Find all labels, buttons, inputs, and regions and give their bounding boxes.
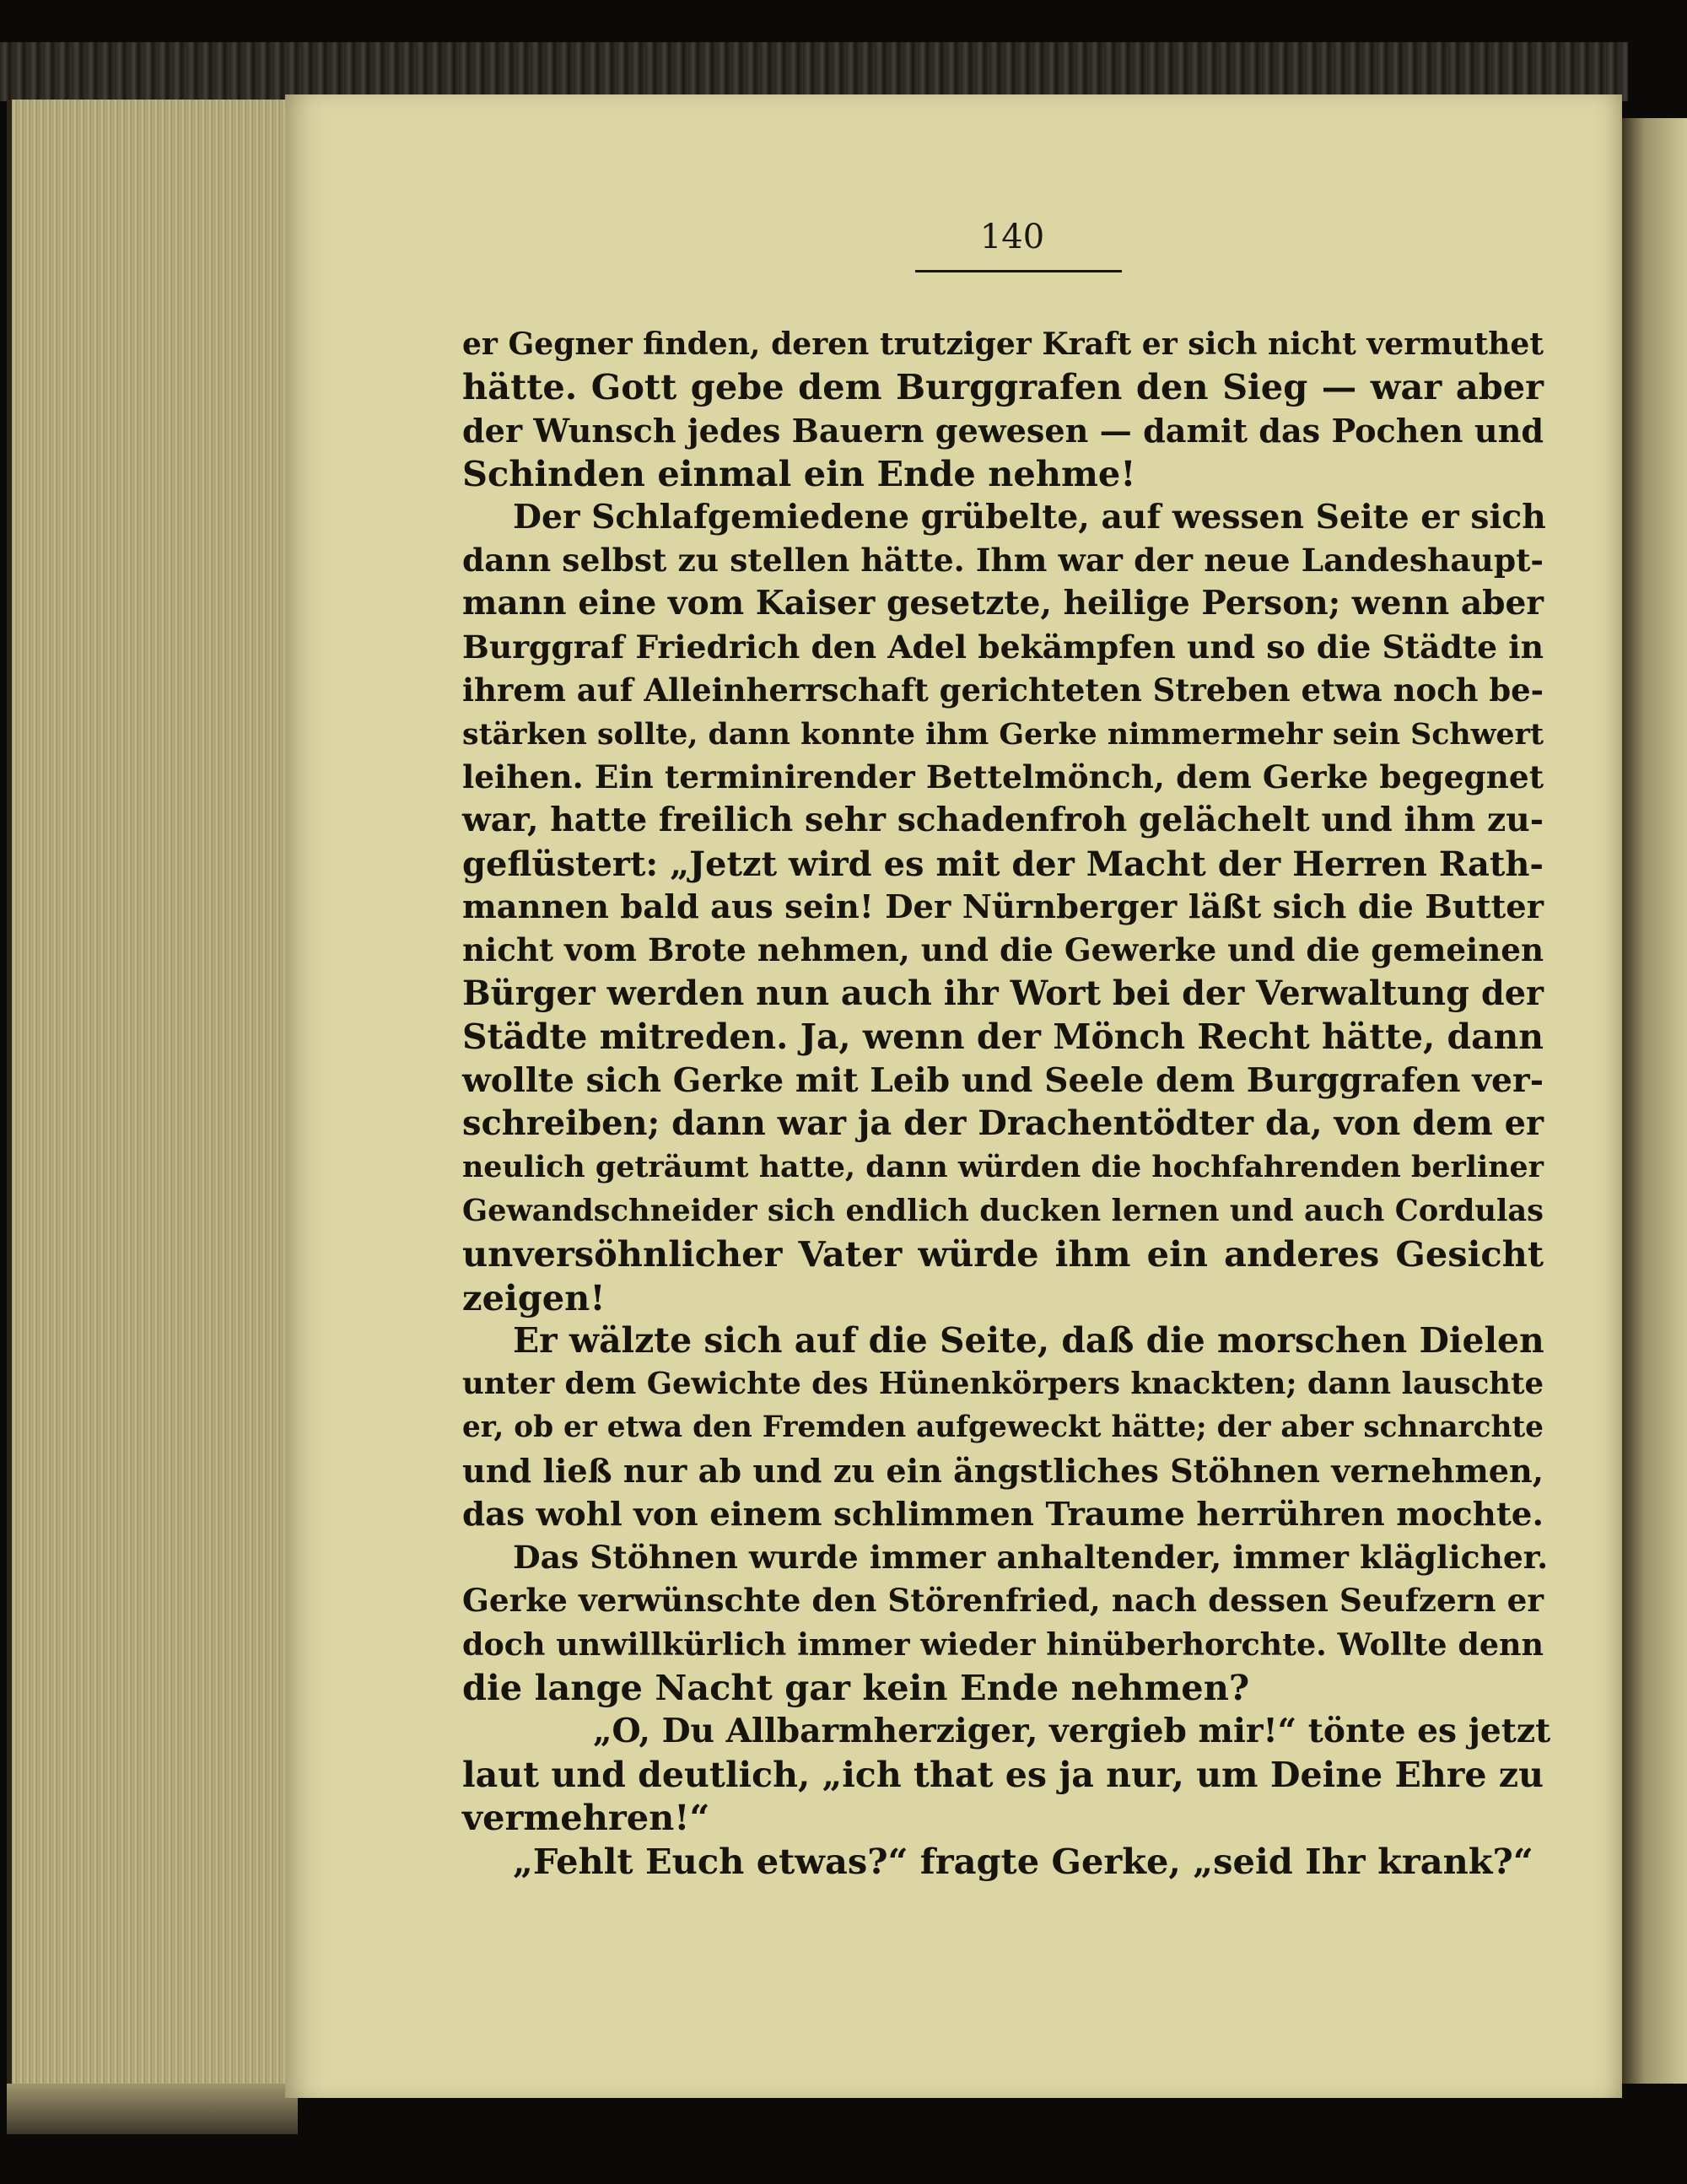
text-line: unversöhnlicher Vater würde ihm ein anderes Gesicht xyxy=(462,1233,1544,1275)
text-line: dann selbst zu stellen hätte. Ihm war der neue Landeshaupt- xyxy=(462,541,1544,579)
text-line: Der Schlafgemiedene grübelte, auf wessen Seite er sich xyxy=(513,497,1546,537)
text-line: Das Stöhnen wurde immer anhaltender, immer kläglicher. xyxy=(513,1538,1549,1576)
facing-page-edge xyxy=(1622,118,1687,2084)
page-stack-shadow xyxy=(7,2084,298,2134)
text-line: er, ob er etwa den Fremden aufgeweckt hätte; der aber schnarchte xyxy=(462,1410,1544,1444)
text-line: mann eine vom Kaiser gesetzte, heilige Person; wenn aber xyxy=(462,584,1544,623)
text-line: mannen bald aus sein! Der Nürnberger läßt sich die Butter xyxy=(462,888,1544,927)
text-line: „O, Du Allbarmherziger, vergieb mir!“ tönte es jetzt xyxy=(593,1711,1551,1750)
text-line: „Fehlt Euch etwas?“ fragte Gerke, „seid Ihr krank?“ xyxy=(513,1840,1533,1882)
text-line: der Wunsch jedes Bauern gewesen — damit das Pochen und xyxy=(462,411,1544,450)
text-line: geflüstert: „Jetzt wird es mit der Macht der Herren Rath- xyxy=(462,844,1544,884)
text-line: wollte sich Gerke mit Leib und Seele dem Burggrafen ver- xyxy=(462,1060,1544,1100)
text-line: er Gegner finden, deren trutziger Kraft er sich nicht vermuthet xyxy=(462,326,1544,362)
text-line: schreiben; dann war ja der Drachentödter da, von dem er xyxy=(462,1104,1544,1144)
text-line: vermehren!“ xyxy=(462,1797,710,1839)
text-line: stärken sollte, dann konnte ihm Gerke nimmermehr sein Schwert xyxy=(462,716,1544,752)
text-line: ihrem auf Alleinherrschaft gerichteten Streben etwa noch be- xyxy=(462,671,1544,709)
text-line: zeigen! xyxy=(462,1276,606,1318)
text-line: nicht vom Brote nehmen, und die Gewerke und die gemeinen xyxy=(462,931,1544,969)
text-line: Burggraf Friedrich den Adel bekämpfen und so die Städte in xyxy=(462,628,1544,666)
text-line: Er wälzte sich auf die Seite, daß die morschen Dielen xyxy=(513,1319,1544,1361)
text-line: das wohl von einem schlimmen Traume herrühren mochte. xyxy=(462,1495,1544,1534)
text-line: doch unwillkürlich immer wieder hinüberhorchte. Wollte denn xyxy=(462,1626,1544,1663)
text-line: hätte. Gott gebe dem Burggrafen den Sieg — war aber xyxy=(462,366,1544,408)
page-stack-edge xyxy=(7,100,303,2090)
text-line: Städte mitreden. Ja, wenn der Mönch Recht hätte, dann xyxy=(462,1017,1544,1058)
text-line: laut und deutlich, „ich that es ja nur, um Deine Ehre zu xyxy=(462,1753,1544,1795)
text-line: Schinden einmal ein Ende nehme! xyxy=(462,453,1136,495)
text-line: und ließ nur ab und zu ein ängstliches Stöhnen vernehmen, xyxy=(462,1452,1544,1491)
book-binding xyxy=(0,42,1628,101)
text-line: Gerke verwünschte den Störenfried, nach dessen Seufzern er xyxy=(462,1582,1544,1620)
text-line: war, hatte freilich sehr schadenfroh gelächelt und ihm zu- xyxy=(462,801,1544,840)
text-line: leihen. Ein terminirender Bettelmönch, dem Gerke begegnet xyxy=(462,758,1544,795)
page-number: 140 xyxy=(979,218,1045,256)
text-line: Gewandschneider sich endlich ducken lernen und auch Cordulas xyxy=(462,1193,1544,1228)
body-text xyxy=(462,322,1551,1883)
text-line: unter dem Gewichte des Hünenkörpers knackten; dann lauschte xyxy=(462,1367,1544,1402)
page-number-rule xyxy=(915,270,1122,272)
text-line: Bürger werden nun auch ihr Wort bei der Verwaltung der xyxy=(462,973,1544,1013)
text-line: die lange Nacht gar kein Ende nehmen? xyxy=(462,1667,1250,1709)
text-line: neulich geträumt hatte, dann würden die hochfahrenden berliner xyxy=(462,1150,1544,1185)
